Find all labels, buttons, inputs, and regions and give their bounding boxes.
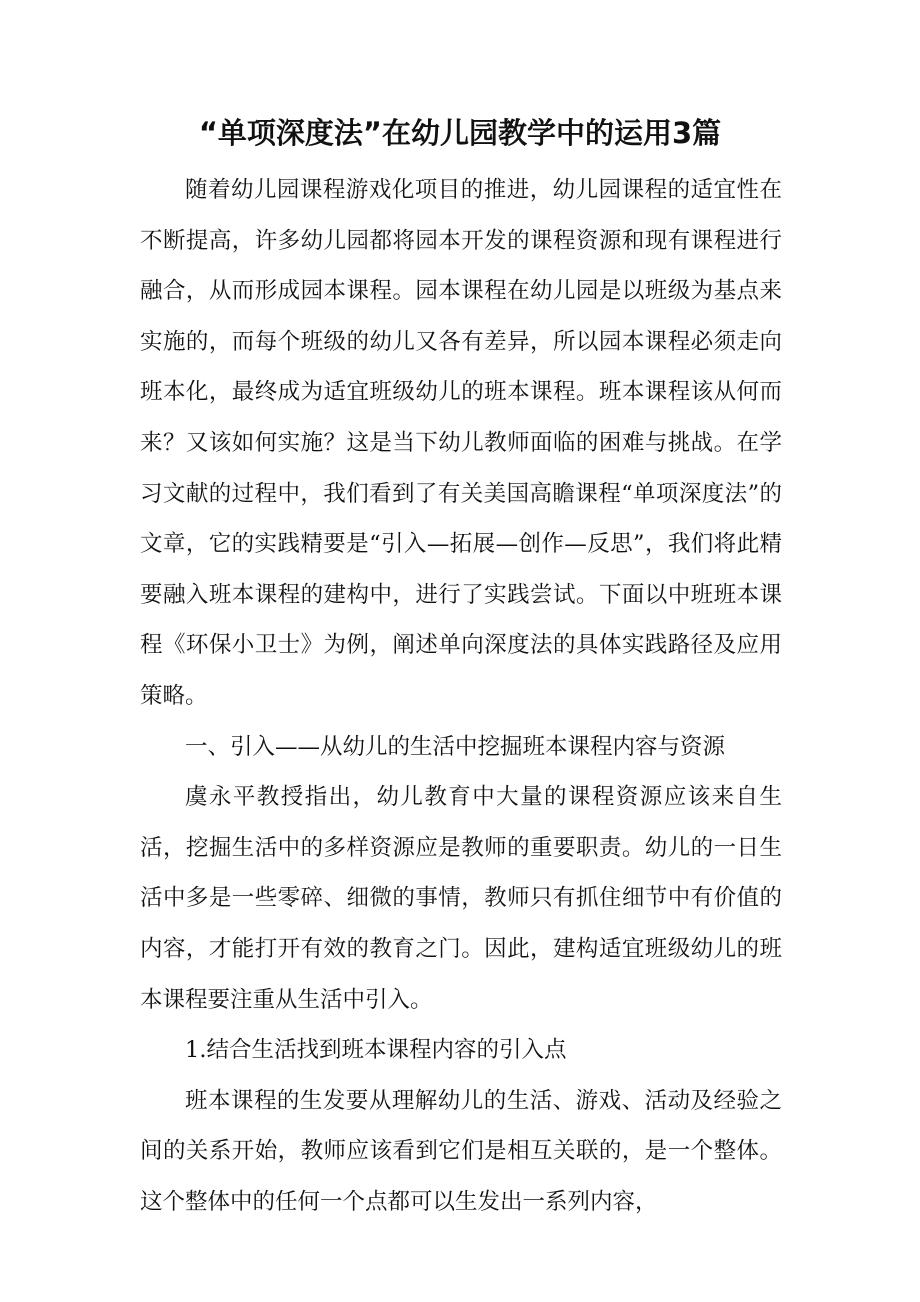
paragraph-intro: 随着幼儿园课程游戏化项目的推进，幼儿园课程的适宜性在不断提高，许多幼儿园都将园本开发的课程资源和现有课程进行融合，从而形成园本课程。园本课程在幼儿园是以班级为基点来实施的，而每个班级的幼儿又各有差异，所以园本课程必须走向班本化，最终成为适宜班级幼儿的班本课程。班本课程该从何而来？又该如何实施？这是当下幼儿教师面临的困难与挑战。在学习文献的过程中，我们看到了有关美国高瞻课程“单项深度法”的文章，它的实践精要是“引入—拓展—创作—反思”，我们将此精要融入班本课程的建构中，进行了实践尝试。下面以中班班本课程《环保小卫士》为例，阐述单向深度法的具体实践路径及应用策略。 [140,177,782,709]
document-body [140,165,782,1227]
document-title: “单项深度法”在幼儿园教学中的运用3篇 [198,116,722,150]
paragraph-subsection-1-1: 班本课程的生发要从理解幼儿的生活、游戏、活动及经验之间的关系开始，教师应该看到它们是相互关联的，是一个整体。这个整体中的任何一个点都可以生发出一系列内容， [140,1087,782,1215]
subsection-heading-1-1: 1.结合生活找到班本课程内容的引入点 [185,1037,567,1064]
section-heading-1: 一、引入——从幼儿的生活中挖掘班本课程内容与资源 [185,733,726,760]
paragraph-section-1: 虞永平教授指出，幼儿教育中大量的课程资源应该来自生活，挖掘生活中的多样资源应是教师的重要职责。幼儿的一日生活中多是一些零碎、细微的事情，教师只有抓住细节中有价值的内容，才能打开有效的教育之门。因此，建构适宜班级幼儿的班本课程要注重从生活中引入。 [140,784,782,1013]
